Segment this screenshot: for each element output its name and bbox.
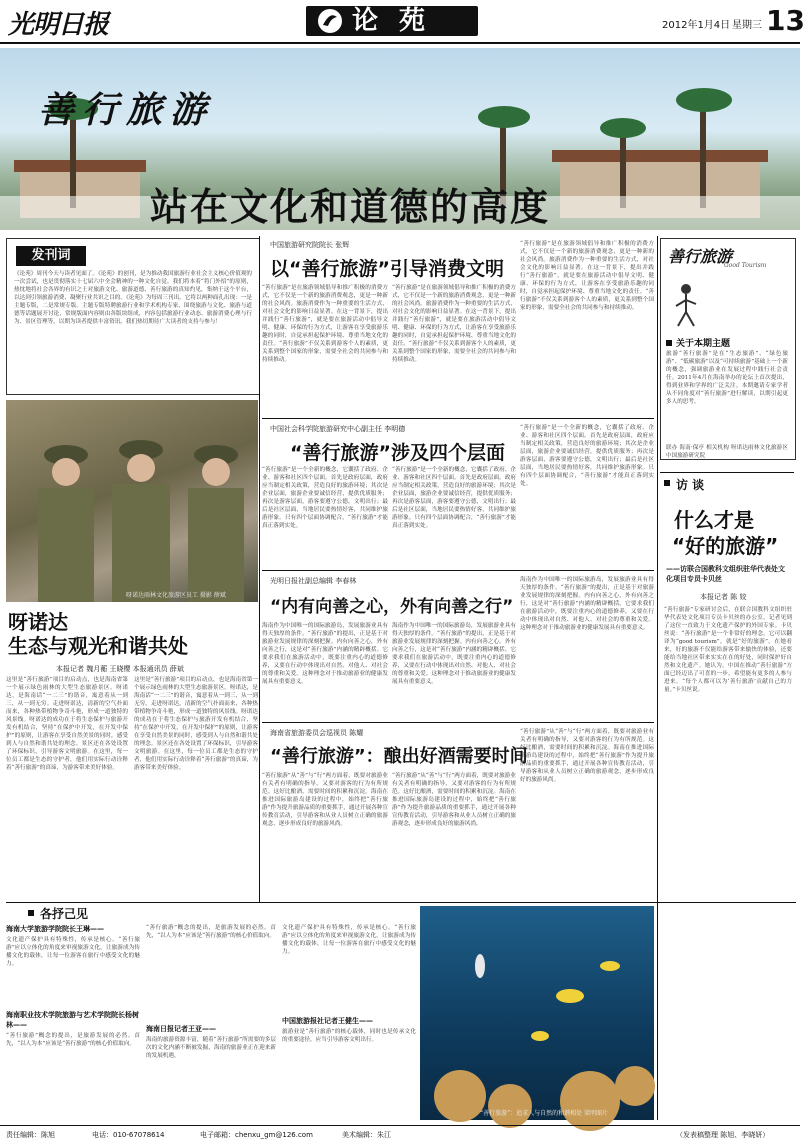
about-text: 旅游“善行旅游”是在“生态旅游”、“绿色旅游”、“低碳旅游”以及“可持续旅游”基础上一个新的概念，强调旅游业在发展过程中践行社会责任。2011年4月在海南举办的论坛上首次提出，得到业界和学界的广泛关注。本期邀请专家学者从不同角度对“善行旅游”进行解读，以期引起更多人的思考。 [666, 351, 788, 405]
column-author1: 海南大学旅游学院院长王琳—— [6, 925, 104, 933]
article3-title: “内有向善之心，外有向善之行” [270, 597, 514, 617]
article2-text-col3: “善行旅游”是一个全新的概念，它囊括了政府、企业、游客和社区四个层面。首先是政府层面，政府应当制定相关政策，营造良好的旅游环境；其次是企业层面，旅游企业要诚信经营，提供优质服务；再次是游客层面，游客要遵守公德，文明出行；最后是社区层面，当地居民要热情好客，共同维护旅游形象。只有四个层面协调配合，“善行旅游”才能真正落到实处。 [520, 425, 654, 487]
article2-kicker: 中国社会科学院旅游研究中心副主任 李明德 [270, 425, 406, 433]
hiker-icon [668, 282, 704, 328]
article2-rule [262, 418, 654, 419]
banner-main-title: 站在文化和道德的高度 [150, 185, 551, 229]
column-text2: 海南的旅游资源丰富，随着“善行旅游”所需要的多层次的文化内涵不断被发掘，海南的旅游业正在迎来新的发展机遇。 [146, 1037, 276, 1059]
good-tourism-logo-en: Good Tourism [724, 262, 767, 269]
foreword-text: 《论苑》周刊今天与读者见面了。《论苑》的创刊，是为推动我国旅游行业社会主义核心价值观的一次尝试，也是贯彻落实十七届六中全会精神的一种文化自觉。我们将本着“将门外招”的原则，热忱地将社会各界的有识之士对旅游文化、旅游道德、善行旅游的真知灼见，集纳于这个平台，以达到引领旅游消费、凝聚行业共识之目的。《论苑》为每周三刊出。它将以两种面孔出现：一是主题专版，二是常规专版。主题专版特聘旅游行业和学术机构专家，围绕旅游与文化、旅游与道德等话题展开讨论，常规版面内容则由各版块组成，内容包括旅游行业动态、旅游消费心理与行为、景区管理等，以期为读者提供丰富资讯。我们热切期待广大读者的支持与参与！ [14, 271, 252, 325]
article1-text-col2: “善行旅游”是在旅游领域倡导和推广积极的消费方式，它不仅是一个新的旅游消费观念，更是一种新的社会风尚。旅游消费作为一种重要的生活方式，对社会文化的影响日益显著。在这一背景下，提出并践行“善行旅游”，就是要在旅游活动中倡导文明、健康、环保的行为方式，让游客在享受旅游乐趣的同时，自觉承担起保护环境、尊重当地文化的责任。“善行旅游”不仅关系到游客个人的素质，更关系到整个国家的形象，需要全社会的共同参与和持续推动。 [392, 285, 516, 363]
column-author3: 海南职业技术学院旅游与艺术学院院长杨树林—— [6, 1011, 139, 1029]
story1-text-col2: 这里是“善行旅游”项目的启动点，也是海南省第一个展示绿色雨林的大型生态旅游景区。呀诺达，是海南话“一二三”的谐音，寓意着从一到三，从一到无穷。走进呀诺达，清新的空气扑面而来，各种热带植物争奇斗艳，形成一道独特的风景线。呀诺达的成功在于将生态保护与旅游开发有机结合，坚持“在保护中开发，在开发中保护”的原则，让游客在享受自然美景的同时，感受到人与自然和谐共处的理念。景区还在各处设置了环保标识，引导游客文明旅游。在这里，每一位员工都是生态的守护者，他们用实际行动诠释着“善行旅游”的真谛，为游客带来美好体验。 [134, 677, 258, 771]
column-label-square-icon [28, 910, 34, 916]
banner-series-title: 善行旅游 [38, 89, 215, 131]
column-label: 各抒己见 [40, 907, 89, 921]
section-title: 论 苑 [352, 6, 432, 36]
article3-text-col1: 海南作为中国唯一的国际旅游岛，发展旅游业具有得天独厚的条件。“善行旅游”的提出，正是基于对旅游业发展规律的深刻把握。内有向善之心，外有向善之行，这是对“善行旅游”内涵的精辟概括。它要求我们在旅游活动中，既要注重内心的道德修养，又要在行动中体现出对自然、对他人、对社会的尊重和关爱。这种理念对于推动旅游业的健康发展具有重要意义。 [262, 623, 388, 685]
interview-label: 访 谈 [676, 478, 705, 492]
article2-text-col2: “善行旅游”是一个全新的概念，它囊括了政府、企业、游客和社区四个层面。首先是政府层面，政府应当制定相关政策，营造良好的旅游环境；其次是企业层面，旅游企业要诚信经营，提供优质服务；再次是游客层面，游客要遵守公德，文明出行；最后是社区层面，当地居民要热情好客，共同维护旅游形象。只有四个层面协调配合，“善行旅游”才能真正落到实处。 [392, 467, 516, 529]
column-author2: 海南日报记者王亚—— [146, 1025, 216, 1033]
about-title: 关于本期主题 [676, 339, 731, 349]
interview-title-line2: “好的旅游” [672, 534, 779, 558]
header-rule [0, 42, 800, 44]
article4-kicker: 海南省旅游委员会巡视员 陈耀 [270, 729, 364, 737]
column-author4: 中国旅游报社记者王健生—— [282, 1017, 373, 1025]
article3-text-col2: 海南作为中国唯一的国际旅游岛，发展旅游业具有得天独厚的条件。“善行旅游”的提出，正是基于对旅游业发展规律的深刻把握。内有向善之心，外有向善之行，这是对“善行旅游”内涵的精辟概括。它要求我们在旅游活动中，既要注重内心的道德修养，又要在行动中体现出对自然、对他人、对社会的尊重和关爱。这种理念对于推动旅游业的健康发展具有重要意义。 [392, 623, 516, 685]
article1-kicker: 中国旅游研究院院长 张辉 [270, 241, 350, 249]
column-text1: 文化遗产保护具有特殊性，传承是核心。“善行旅游”应以立体化的角度来审视旅游文化，让旅游成为传播文化的载体，让每一位游客在旅行中感受文化的魅力。 [6, 937, 140, 967]
about-organizers: 联办 海南·保亭 相关机构 呀诺达雨林文化旅游区 中国旅游研究院 [666, 445, 788, 459]
col-sep-1 [259, 236, 260, 902]
article4-text-col2: “善行旅游”从“善”与“行”两方面着，既要对旅游业有关者有明确的指导，又要对游客的行为有所规范。这好比酿酒，需要时间的积累和沉淀。海南在推进国际旅游岛建设的过程中，始终把“善行旅游”作为提升旅游品质的重要抓手，通过开展各种宣传教育活动，引导游客和从业人员树立正确的旅游观念，逐步形成良好的旅游风尚。 [392, 773, 516, 827]
story1-title-line2: 生态与观光和谐共处 [8, 634, 188, 658]
story1-title-line1: 呀诺达 [8, 610, 68, 634]
article2-title: “善行旅游”涉及四个层面 [290, 442, 505, 464]
section-logo-icon [318, 9, 342, 33]
footer-art-editor: 美术编辑：朱江 [342, 1131, 391, 1139]
about-square-icon [666, 340, 672, 346]
article1-title: 以“善行旅游”引导消费文明 [270, 258, 504, 280]
masthead-logo: 光明日报 [8, 10, 109, 40]
issue-date: 2012年1月4日 [662, 20, 731, 31]
footer-credit: （发表稿整理 陈旭、李晓妍） [676, 1131, 770, 1139]
column-text3-cont: “善行旅游”概念的提出，是旅游发展的必然。首先，“以人为本”应该是“善行旅游”的核心价值取向。 [146, 925, 276, 939]
issue-weekday: 星期三 [732, 20, 762, 31]
article4-title: “善行旅游”：酿出好酒需要时间 [270, 746, 528, 767]
interview-subtitle: ——访联合国教科文组织驻华代表处文化项目专员卡贝丝 [666, 565, 785, 583]
foreword-label: 发刊词 [16, 246, 86, 266]
interview-text: “善行旅游”专家研讨会后，在联合国教科文组织驻华代表处文化项目专员卡贝丝的办公室，记者见到了这位一直致力于文化遗产保护的外国专家。卡贝丝说：“善行旅游”是一个非常好的理念，它可以翻译为“good tourism”，就是“好的旅游”。在她看来，好的旅游不仅能给游客带来愉快的体验，还要能给当地社区带来实实在在的好处，同时保护好自然和文化遗产。她认为，中国在推动“善行旅游”方面已经迈出了可喜的一步，希望能有更多的人参与进来。“每个人都可以为‘善行旅游’贡献自己的力量。”卡贝丝说。 [664, 607, 792, 693]
column-text1-cont: 文化遗产保护具有特殊性，传承是核心。“善行旅游”应以立体化的角度来审视旅游文化，让旅游成为传播文化的载体，让每一位游客在旅行中感受文化的魅力。 [282, 925, 416, 955]
page-number: 13 [766, 4, 805, 37]
article4-rule [262, 722, 654, 723]
article1-text-col3: “善行旅游”是在旅游领域倡导和推广积极的消费方式，它不仅是一个新的旅游消费观念，更是一种新的社会风尚。旅游消费作为一种重要的生活方式，对社会文化的影响日益显著。在这一背景下，提出并践行“善行旅游”，就是要在旅游活动中倡导文明、健康、环保的行为方式，让游客在享受旅游乐趣的同时，自觉承担起保护环境、尊重当地文化的责任。“善行旅游”不仅关系到游客个人的素质，更关系到整个国家的形象，需要全社会的共同参与和持续推动。 [520, 241, 654, 311]
footer-editor: 责任编辑：陈旭 [6, 1131, 55, 1139]
column-text4: 旅游业是“善行旅游”的核心载体，同时也是传承文化的重要途径，应当引导游客文明出行。 [282, 1029, 416, 1043]
column-text3: “善行旅游”概念的提出，是旅游发展的必然。首先，“以人为本”应该是“善行旅游”的核心价值取向。 [6, 1033, 140, 1047]
underwater-photo [420, 906, 654, 1120]
page-header [0, 0, 805, 44]
article3-rule [262, 570, 654, 571]
article4-text-col3: “善行旅游”从“善”与“行”两方面着，既要对旅游业有关者有明确的指导，又要对游客的行为有所规范。这好比酿酒，需要时间的积累和沉淀。海南在推进国际旅游岛建设的过程中，始终把“善行旅游”作为提升旅游品质的重要抓手，通过开展各种宣传教育活动，引导游客和从业人员树立正确的旅游观念，逐步形成良好的旅游风尚。 [520, 729, 654, 783]
article2-text-col1: “善行旅游”是一个全新的概念，它囊括了政府、企业、游客和社区四个层面。首先是政府层面，政府应当制定相关政策，营造良好的旅游环境；其次是企业层面，旅游企业要诚信经营，提供优质服务；再次是游客层面，游客要遵守公德，文明出行；最后是社区层面，当地居民要热情好客，共同维护旅游形象。只有四个层面协调配合，“善行旅游”才能真正落到实处。 [262, 467, 388, 529]
interview-reporter: 本报记者 陈 姣 [700, 593, 747, 601]
footer-email: 电子邮箱：chenxu_gm@126.com [200, 1131, 313, 1139]
good-tourism-logo: 善行旅游 [668, 247, 733, 266]
rangers-photo-caption: 呀诺达雨林文化旅游区员工 摄影 薛斌 [126, 592, 226, 599]
footer-phone: 电话：010-67078614 [92, 1131, 165, 1139]
col-sep-2 [657, 236, 658, 1120]
interview-square-icon [664, 480, 670, 486]
story1-byline: 本报记者 魏月蘅 王晓樱 本报通讯员 薛斌 [56, 665, 184, 673]
rangers-photo [6, 400, 258, 602]
banner-photo [0, 48, 800, 230]
interview-title-line1: 什么才是 [674, 508, 754, 532]
story1-text-col1: 这里是“善行旅游”项目的启动点，也是海南省第一个展示绿色雨林的大型生态旅游景区。呀诺达，是海南话“一二三”的谐音，寓意着从一到三，从一到无穷。走进呀诺达，清新的空气扑面而来，各种热带植物争奇斗艳，形成一道独特的风景线。呀诺达的成功在于将生态保护与旅游开发有机结合，坚持“在保护中开发，在开发中保护”的原则，让游客在享受自然美景的同时，感受到人与自然和谐共处的理念。景区还在各处设置了环保标识，引导游客文明旅游。在这里，每一位员工都是生态的守护者，他们用实际行动诠释着“善行旅游”的真谛，为游客带来美好体验。 [6, 677, 128, 771]
article1-text-col1: “善行旅游”是在旅游领域倡导和推广积极的消费方式，它不仅是一个新的旅游消费观念，更是一种新的社会风尚。旅游消费作为一种重要的生活方式，对社会文化的影响日益显著。在这一背景下，提出并践行“善行旅游”，就是要在旅游活动中倡导文明、健康、环保的行为方式，让游客在享受旅游乐趣的同时，自觉承担起保护环境、尊重当地文化的责任。“善行旅游”不仅关系到游客个人的素质，更关系到整个国家的形象，需要全社会的共同参与和持续推动。 [262, 285, 388, 363]
underwater-photo-caption: “善行旅游”：追求人与自然的和谐相处 梁明图片 [480, 1110, 609, 1117]
interview-rule [660, 472, 794, 473]
article3-text-col3: 海南作为中国唯一的国际旅游岛，发展旅游业具有得天独厚的条件。“善行旅游”的提出，正是基于对旅游业发展规律的深刻把握。内有向善之心，外有向善之行，这是对“善行旅游”内涵的精辟概括。它要求我们在旅游活动中，既要注重内心的道德修养，又要在行动中体现出对自然、对他人、对社会的尊重和关爱。这种理念对于推动旅游业的健康发展具有重要意义。 [520, 577, 654, 631]
article3-kicker: 光明日报社副总编辑 李春林 [270, 577, 357, 585]
page-footer [0, 1128, 800, 1143]
footer-rule [0, 1125, 800, 1126]
article4-text-col1: “善行旅游”从“善”与“行”两方面着，既要对旅游业有关者有明确的指导，又要对游客的行为有所规范。这好比酿酒，需要时间的积累和沉淀。海南在推进国际旅游岛建设的过程中，始终把“善行旅游”作为提升旅游品质的重要抓手，通过开展各种宣传教育活动，引导游客和从业人员树立正确的旅游观念，逐步形成良好的旅游风尚。 [262, 773, 388, 827]
